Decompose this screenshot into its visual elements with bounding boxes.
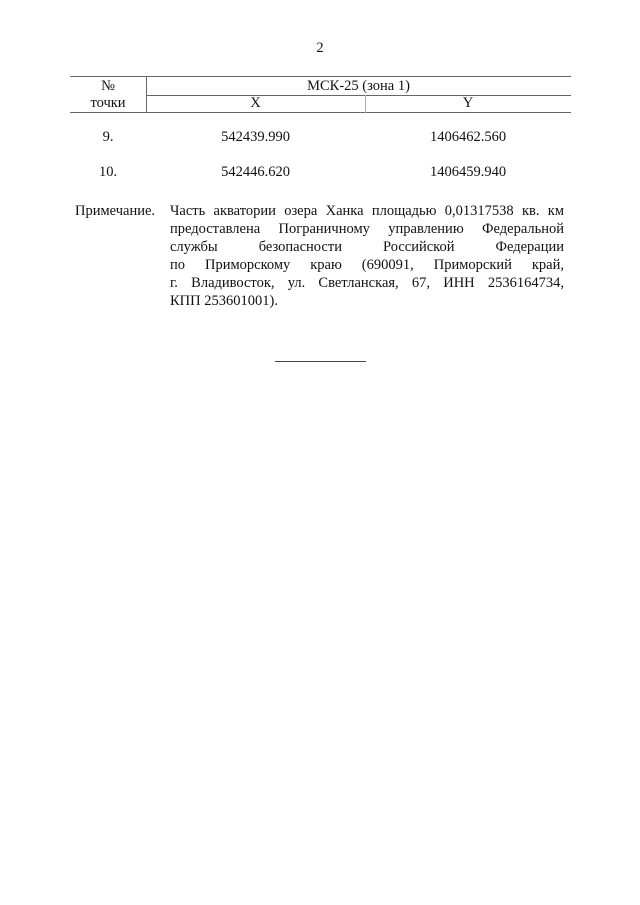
header-x: X xyxy=(250,95,261,111)
row-x: 542446.620 xyxy=(221,164,290,180)
header-system: МСК-25 (зона 1) xyxy=(307,78,410,94)
note-line: Часть акватории озера Ханка площадью 0,01317538 кв. км xyxy=(170,203,564,219)
note-line: г. Владивосток, ул. Светланская, 67, ИНН 2536164734, xyxy=(170,275,564,291)
row-y: 1406462.560 xyxy=(429,129,507,145)
row-num: 9. xyxy=(102,129,114,145)
note-line: по Приморскому краю (690091, Приморский край, xyxy=(170,257,564,273)
header-num-line2: точки xyxy=(90,95,126,111)
header-y: Y xyxy=(462,95,474,111)
row-x: 542439.990 xyxy=(221,129,290,145)
note-line: предоставлена Пограничному управлению Федеральной xyxy=(170,221,564,237)
note-line: КПП 253601001). xyxy=(170,293,278,309)
end-separator-line xyxy=(275,361,366,362)
note-label: Примечание. xyxy=(75,203,156,219)
row-y: 1406459.940 xyxy=(429,164,507,180)
header-num-line1: № xyxy=(101,78,115,94)
row-num: 10. xyxy=(98,164,118,180)
note-line: службы безопасности Российской Федерации xyxy=(170,239,564,255)
page-number: 2 xyxy=(316,40,324,56)
